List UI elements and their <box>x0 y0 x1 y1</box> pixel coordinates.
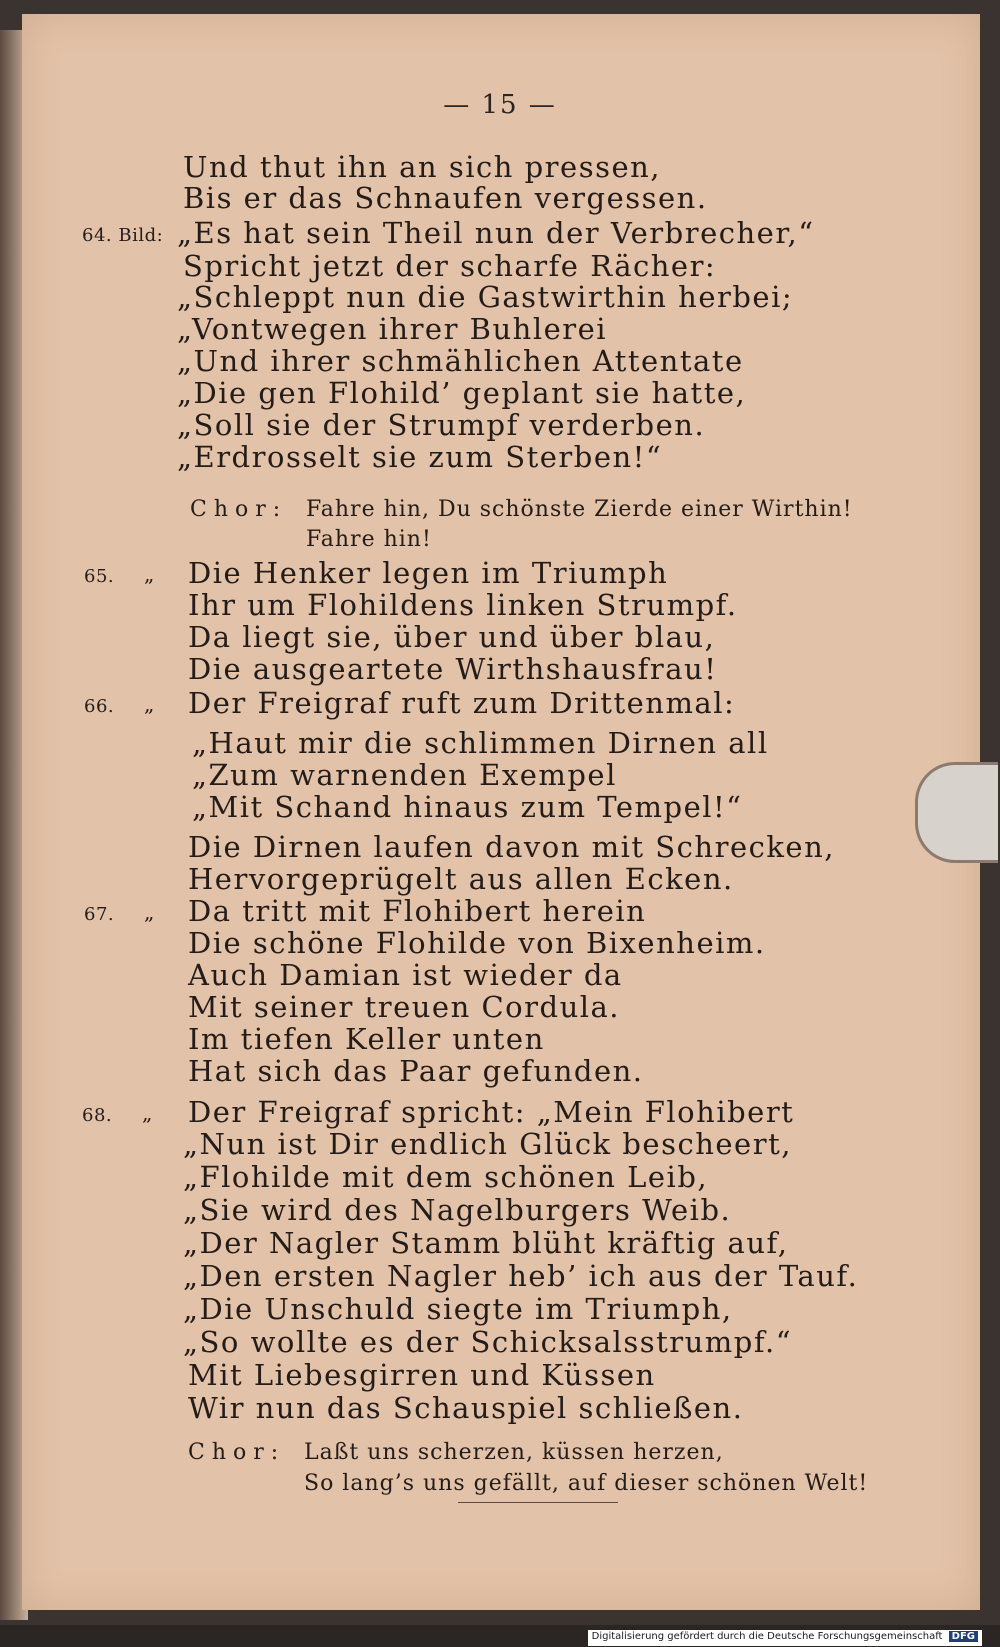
page-clip-tab <box>915 762 998 863</box>
verse-line: „Nun ist Dir endlich Glück beschеert, <box>183 1127 792 1161</box>
closing-rule <box>458 1502 618 1503</box>
verse-line: „Zum warnenden Exempel <box>192 758 617 792</box>
verse-line: Der Freigraf spricht: „Mein Flohibert <box>188 1095 795 1129</box>
verse-line: „Vontwegen ihrer Buhlerei <box>177 312 608 346</box>
verse-line: „Soll sie der Strumpf verderben. <box>177 408 706 442</box>
verse-line: „Der Nagler Stamm blüht kräftig auf, <box>183 1226 789 1260</box>
dfg-logo: DFG <box>949 1631 978 1642</box>
ditto-mark: „ <box>144 562 155 586</box>
verse-line: Wir nun das Schauspiel schließen. <box>188 1391 744 1425</box>
verse-line: Ihr um Flohildens linken Strumpf. <box>188 588 738 622</box>
credit-text: Digitalisierung gefördert durch die Deutsche Forschungsgemeinschaft <box>591 1631 943 1642</box>
page-number: — 15 — <box>443 90 557 120</box>
verse-line: Hervorgeprügelt aus allen Ecken. <box>188 862 734 896</box>
verse-line: „Und ihrer schmählichen Attentate <box>177 344 744 378</box>
chorus-line: So lang’s uns gefällt, auf dieser schönen Welt! <box>304 1471 869 1496</box>
verse-line: Im tiefen Keller unten <box>188 1022 545 1056</box>
verse-line: Bis er das Schnaufen vergessen. <box>183 181 708 215</box>
verse-line: Auch Damian ist wieder da <box>188 958 623 992</box>
verse-line: „Haut mir die schlimmen Dirnen all <box>192 726 769 760</box>
digitization-credit <box>588 1630 982 1646</box>
verse-line: Und thut ihn an sich pressen, <box>183 150 662 184</box>
chorus-line: Fahre hin! <box>306 527 432 552</box>
verse-number: 67. <box>84 904 115 925</box>
verse-number: 66. <box>84 696 115 717</box>
verse-line: „Den ersten Nagler heb’ ich aus der Tauf. <box>183 1259 859 1293</box>
verse-line: Da liegt sie, über und über blau, <box>188 620 716 654</box>
verse-line: „Mit Schand hinaus zum Tempel!“ <box>192 790 743 824</box>
verse-number: 64. Bild: <box>82 225 164 246</box>
verse-line: „Schleppt nun die Gastwirthin herbei; <box>177 280 794 314</box>
verse-line: Die Henker legen im Triumph <box>188 556 669 590</box>
verse-number: 68. <box>82 1105 113 1126</box>
verse-line: Spricht jetzt der scharfe Rächer: <box>183 249 717 283</box>
verse-line: Die Dirnen laufen davon mit Schrecken, <box>188 830 835 864</box>
chorus-label: Chor: <box>190 497 288 522</box>
verse-line: Hat sich das Paar gefunden. <box>188 1054 644 1088</box>
verse-line: „So wollte es der Schicksalsstrumpf.“ <box>183 1325 793 1359</box>
verse-line: „Die gen Flohild’ geplant sie hatte, <box>177 376 747 410</box>
chorus-line: Laßt uns scherzen, küssen herzen, <box>304 1440 724 1465</box>
verse-line: Die schöne Flohilde von Bixenheim. <box>188 926 766 960</box>
verse-line: Mit seiner treuen Cordula. <box>188 990 621 1024</box>
verse-line: Die ausgeartete Wirthshausfrau! <box>188 652 718 686</box>
verse-line: Der Freigraf ruft zum Drittenmal: <box>188 686 736 720</box>
verse-line: „Erdrosselt sie zum Sterben!“ <box>177 440 663 474</box>
verse-line: Mit Liebesgirren und Küssen <box>188 1358 656 1392</box>
ditto-mark: „ <box>142 1101 153 1125</box>
ditto-mark: „ <box>144 692 155 716</box>
verse-line: „Flohilde mit dem schönen Leib, <box>183 1160 709 1194</box>
chorus-line: Fahre hin, Du schönste Zierde einer Wirthin! <box>306 497 853 522</box>
chorus-label: Chor: <box>188 1440 286 1465</box>
verse-line: „Sie wird des Nagelburgers Weib. <box>183 1193 732 1227</box>
verse-line: Da tritt mit Flohibert herein <box>188 894 647 928</box>
verse-line: „Es hat sein Theil nun der Verbrecher,“ <box>177 216 815 250</box>
verse-line: „Die Unschuld siegte im Triumph, <box>183 1292 733 1326</box>
ditto-mark: „ <box>144 900 155 924</box>
verse-number: 65. <box>84 566 115 587</box>
